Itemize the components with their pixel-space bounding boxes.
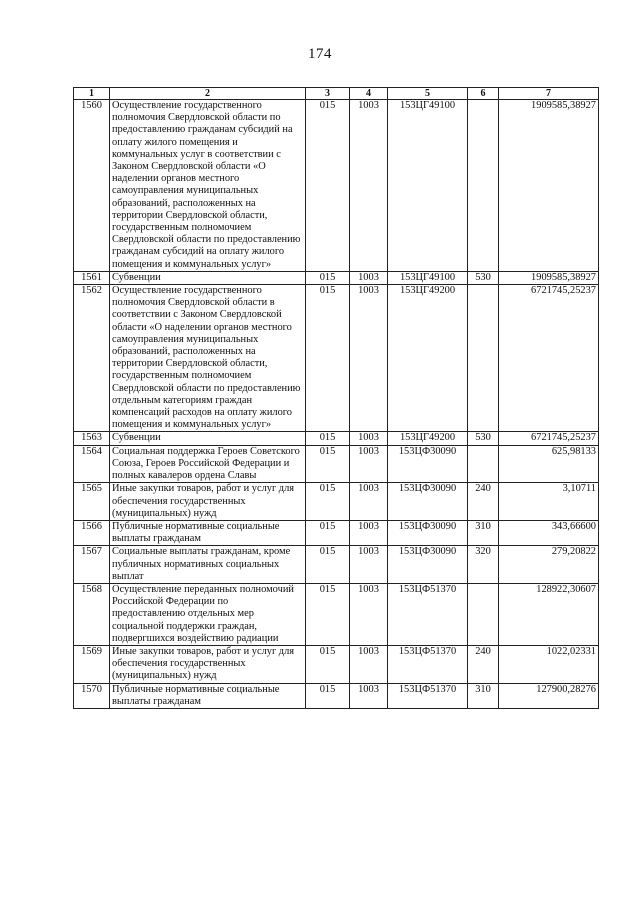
row-number: 1569 xyxy=(74,645,110,683)
row-number: 1565 xyxy=(74,483,110,521)
row-target-code: 153ЦФ51370 xyxy=(388,683,468,708)
header-col-4: 4 xyxy=(350,88,388,100)
row-target-code: 153ЦГ49200 xyxy=(388,432,468,445)
table-row xyxy=(74,445,599,483)
table-row xyxy=(74,271,599,284)
row-amount: 279,20822 xyxy=(499,546,599,584)
row-name: Иные закупки товаров, работ и услуг для обеспечения государственных (муниципальных) нужд xyxy=(110,645,306,683)
row-ministry-code: 015 xyxy=(306,271,350,284)
row-number: 1564 xyxy=(74,445,110,483)
row-ministry-code: 015 xyxy=(306,445,350,483)
header-col-5: 5 xyxy=(388,88,468,100)
row-amount: 6721745,25237 xyxy=(499,432,599,445)
row-expense-type: 320 xyxy=(468,546,499,584)
row-section-code: 1003 xyxy=(350,520,388,545)
row-ministry-code: 015 xyxy=(306,583,350,645)
row-section-code: 1003 xyxy=(350,271,388,284)
row-expense-type: 530 xyxy=(468,432,499,445)
row-section-code: 1003 xyxy=(350,445,388,483)
header-row xyxy=(74,88,599,100)
row-expense-type: 310 xyxy=(468,520,499,545)
row-amount: 127900,28276 xyxy=(499,683,599,708)
row-expense-type: 240 xyxy=(468,483,499,521)
row-ministry-code: 015 xyxy=(306,546,350,584)
row-amount: 6721745,25237 xyxy=(499,285,599,432)
row-section-code: 1003 xyxy=(350,645,388,683)
row-name: Субвенции xyxy=(110,271,306,284)
row-expense-type xyxy=(468,285,499,432)
row-section-code: 1003 xyxy=(350,546,388,584)
row-target-code: 153ЦФ51370 xyxy=(388,583,468,645)
row-section-code: 1003 xyxy=(350,483,388,521)
row-number: 1566 xyxy=(74,520,110,545)
row-ministry-code: 015 xyxy=(306,432,350,445)
table-row xyxy=(74,520,599,545)
row-target-code: 153ЦФ30090 xyxy=(388,546,468,584)
row-amount: 128922,30607 xyxy=(499,583,599,645)
table-row xyxy=(74,483,599,521)
row-number: 1562 xyxy=(74,285,110,432)
row-number: 1568 xyxy=(74,583,110,645)
row-number: 1567 xyxy=(74,546,110,584)
row-target-code: 153ЦФ30090 xyxy=(388,520,468,545)
row-expense-type: 530 xyxy=(468,271,499,284)
row-amount: 343,66600 xyxy=(499,520,599,545)
table-row xyxy=(74,645,599,683)
budget-table xyxy=(73,87,599,709)
row-name: Иные закупки товаров, работ и услуг для обеспечения государственных (муниципальных) нужд xyxy=(110,483,306,521)
row-amount: 1909585,38927 xyxy=(499,100,599,272)
row-number: 1561 xyxy=(74,271,110,284)
table-row xyxy=(74,683,599,708)
row-target-code: 153ЦГ49100 xyxy=(388,271,468,284)
header-col-6: 6 xyxy=(468,88,499,100)
row-target-code: 153ЦГ49200 xyxy=(388,285,468,432)
row-target-code: 153ЦФ51370 xyxy=(388,645,468,683)
row-number: 1570 xyxy=(74,683,110,708)
row-expense-type xyxy=(468,100,499,272)
header-col-1: 1 xyxy=(74,88,110,100)
row-ministry-code: 015 xyxy=(306,520,350,545)
table-row xyxy=(74,285,599,432)
row-number: 1563 xyxy=(74,432,110,445)
table-row xyxy=(74,546,599,584)
table-body xyxy=(74,100,599,709)
row-ministry-code: 015 xyxy=(306,285,350,432)
row-number: 1560 xyxy=(74,100,110,272)
row-name: Осуществление переданных полномочий Российской Федерации по предоставлению отдельных мер социальной поддержки граждан, подвергшихся воздействию радиации xyxy=(110,583,306,645)
row-amount: 1909585,38927 xyxy=(499,271,599,284)
row-section-code: 1003 xyxy=(350,100,388,272)
row-ministry-code: 015 xyxy=(306,645,350,683)
header-col-7: 7 xyxy=(499,88,599,100)
page-number: 174 xyxy=(308,46,332,62)
row-section-code: 1003 xyxy=(350,432,388,445)
row-amount: 3,10711 xyxy=(499,483,599,521)
table-row xyxy=(74,432,599,445)
row-expense-type: 310 xyxy=(468,683,499,708)
header-col-2: 2 xyxy=(110,88,306,100)
row-target-code: 153ЦГ49100 xyxy=(388,100,468,272)
row-section-code: 1003 xyxy=(350,583,388,645)
row-expense-type xyxy=(468,445,499,483)
row-name: Публичные нормативные социальные выплаты гражданам xyxy=(110,683,306,708)
row-ministry-code: 015 xyxy=(306,683,350,708)
row-amount: 625,98133 xyxy=(499,445,599,483)
row-target-code: 153ЦФ30090 xyxy=(388,445,468,483)
row-ministry-code: 015 xyxy=(306,100,350,272)
row-section-code: 1003 xyxy=(350,285,388,432)
header-col-3: 3 xyxy=(306,88,350,100)
table-row xyxy=(74,583,599,645)
row-name: Социальная поддержка Героев Советского Союза, Героев Российской Федерации и полных кавалеров ордена Славы xyxy=(110,445,306,483)
row-name: Публичные нормативные социальные выплаты гражданам xyxy=(110,520,306,545)
row-target-code: 153ЦФ30090 xyxy=(388,483,468,521)
row-name: Осуществление государственного полномочия Свердловской области по предоставлению гражданам субсидий на оплату жилого помещения и коммунальных услуг в соответствии с Законом Свердловской области «О наделении органов местного самоуправления муниципальных образований, расположенных на территории Свердловской области, государственным полномочием Свердловской области по предоставлению гражданам субсидий на оплату жилого помещения и коммунальных услуг» xyxy=(110,100,306,272)
row-name: Осуществление государственного полномочия Свердловской области в соответствии с Законом Свердловской области «О наделении органов местного самоуправления муниципальных образований, расположенных на территории Свердловской области, государственным полномочием Свердловской области по предоставлению отдельным категориям граждан компенсаций расходов на оплату жилого помещения и коммунальных услуг» xyxy=(110,285,306,432)
row-amount: 1022,02331 xyxy=(499,645,599,683)
table-row xyxy=(74,100,599,272)
row-expense-type xyxy=(468,583,499,645)
row-name: Социальные выплаты гражданам, кроме публичных нормативных социальных выплат xyxy=(110,546,306,584)
row-name: Субвенции xyxy=(110,432,306,445)
row-section-code: 1003 xyxy=(350,683,388,708)
row-expense-type: 240 xyxy=(468,645,499,683)
row-ministry-code: 015 xyxy=(306,483,350,521)
